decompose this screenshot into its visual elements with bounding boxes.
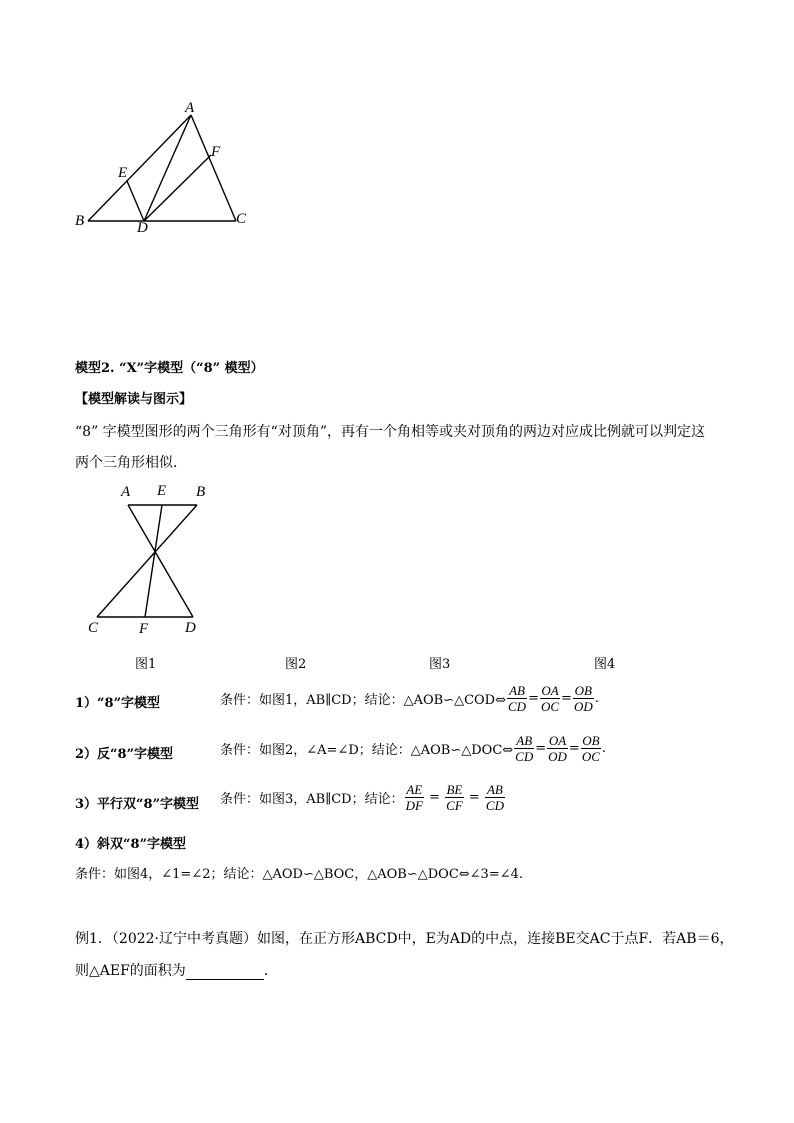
caption-figure-1: 图1 xyxy=(135,657,157,672)
row-1-condition: 条件：如图1，AB∥CD；结论：△AOB∽△COD⇔ xyxy=(220,693,506,708)
row-3-fraction-2: $\frac{BE}{CF}$ xyxy=(446,782,463,813)
row-1-fraction-1: $\frac{AB}{CD}$ xyxy=(508,683,527,714)
row-3-fraction-1: $\frac{AE}{DF}$ xyxy=(405,782,423,813)
segment-ad xyxy=(128,505,193,617)
figure-1-label-b: B xyxy=(75,213,85,229)
segment-ab xyxy=(88,115,191,221)
figure-1-label-e: E xyxy=(118,165,128,181)
row-1-fraction-3: $\frac{OB}{OD}$ xyxy=(573,683,593,714)
row-3-name: 3）平行双“8”字模型 xyxy=(75,797,200,812)
figure-2-label-f: F xyxy=(139,621,149,637)
example-1-question: 则△AEF的面积为 xyxy=(75,963,186,979)
segment-ed xyxy=(127,181,144,221)
row-2-fraction-2: $\frac{OA}{OD}$ xyxy=(548,733,567,764)
row-2-fraction-3: $\frac{OB}{OC}$ xyxy=(581,733,600,764)
row-1-fraction-2: $\frac{OA}{OC}$ xyxy=(540,683,560,714)
row-4-name: 4）斜双“8”字模型 xyxy=(75,837,187,852)
model2-description-line-1: “8” 字模型图形的两个三角形有“对顶角”，再有一个角相等或夹对顶角的两边对应成比例就可以判定这 xyxy=(75,424,705,440)
model2-description-line-2: 两个三角形相似． xyxy=(75,455,187,471)
example-1-line-2 xyxy=(75,960,278,980)
caption-figure-3: 图3 xyxy=(429,657,451,672)
figure-1-label-a: A xyxy=(185,100,195,116)
row-3-content: 条件：如图3，AB∥CD；结论： $\frac{AE}{DF}$ = $\frac{BE}{CF}$ = $\frac{AB}{CD}$ xyxy=(220,782,504,813)
figure-1-label-f: F xyxy=(211,144,221,160)
row-2-name: 2）反“8”字模型 xyxy=(75,747,174,762)
figure-2-label-d: D xyxy=(185,620,196,636)
row-1-name: 1）“8”字模型 xyxy=(75,696,161,711)
segment-df xyxy=(144,155,211,221)
row-4-condition: 条件：如图4，∠1=∠2；结论：△AOD∽△BOC，△AOB∽△DOC⇔∠3=∠4. xyxy=(75,867,524,882)
caption-figure-4: 图4 xyxy=(594,657,616,672)
row-3-condition: 条件：如图3，AB∥CD；结论： xyxy=(220,792,404,807)
row-3-fraction-3: $\frac{AB}{CD}$ xyxy=(485,782,504,813)
answer-blank[interactable] xyxy=(186,965,264,980)
figure-2-label-e: E xyxy=(157,483,167,499)
figure-1-diagram xyxy=(60,95,260,245)
model2-section-header: 【模型解读与图示】 xyxy=(75,392,193,407)
example-1-line-1: 例1．（2022·辽宁中考真题）如图，在正方形ABCD中，E为AD的中点，连接BE交AC于点F．若AB＝6， xyxy=(75,931,734,947)
figure-2-label-b: B xyxy=(196,484,206,500)
figure-2-label-c: C xyxy=(88,620,99,636)
row-2-condition: 条件：如图2，∠A=∠D；结论：△AOB∽△DOC⇔ xyxy=(220,743,514,758)
row-1-content: 条件：如图1，AB∥CD；结论：△AOB∽△COD⇔ $\frac{AB}{CD}$ = $\frac{OA}{OC}$ = $\frac{OB}{OD}$ . xyxy=(220,683,599,714)
row-2-tail: . xyxy=(601,741,607,756)
figure-1-label-c: C xyxy=(236,211,247,227)
figure-1-label-d: D xyxy=(137,220,148,236)
caption-figure-2: 图2 xyxy=(285,657,307,672)
row-1-tail: . xyxy=(594,691,599,706)
example-1-period: ． xyxy=(263,963,278,979)
row-2-content: 条件：如图2，∠A=∠D；结论：△AOB∽△DOC⇔ $\frac{AB}{CD}$ = $\frac{OA}{OD}$ = $\frac{OB}{OC}$ . xyxy=(220,733,607,764)
model2-title: 模型2. “X”字模型（“8” 模型） xyxy=(75,361,264,376)
segment-ad xyxy=(144,115,191,221)
figure-2-diagram xyxy=(85,495,215,625)
figure-2-label-a: A xyxy=(121,484,131,500)
row-2-fraction-1: $\frac{AB}{CD}$ xyxy=(515,733,534,764)
